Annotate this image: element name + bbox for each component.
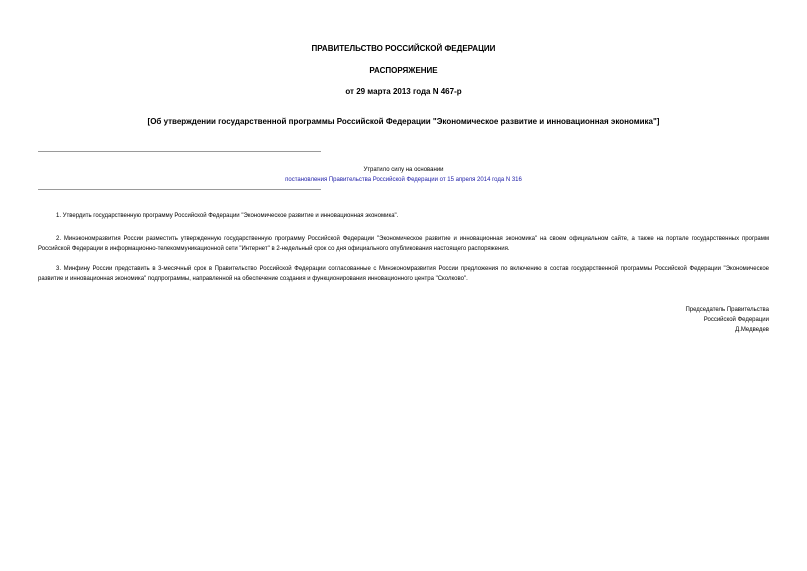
status-note: Утратило силу на основании <box>363 167 444 173</box>
signatory-country: Российской Федерации <box>703 317 769 323</box>
document-type: РАСПОРЯЖЕНИЕ <box>369 66 438 75</box>
signature-block <box>685 305 769 335</box>
repeal-reference-link[interactable]: постановления Правительства Российской Федерации от 15 апреля 2014 года N 316 <box>285 177 522 183</box>
document-title: [Об утверждении государственной программы Российской Федерации "Экономическое развитие и инновационная экономика"] <box>147 117 660 126</box>
signatory-name: Д.Медведев <box>735 327 769 333</box>
paragraph-1: 1. Утвердить государственную программу Российской Федерации "Экономическое развитие и инновационная экономика". <box>56 213 399 219</box>
issuing-authority: ПРАВИТЕЛЬСТВО РОССИЙСКОЙ ФЕДЕРАЦИИ <box>311 44 496 53</box>
paragraph-2: 2. Минэкономразвития России разместить утвержденную государственную программу Российской Федерации "Экономическое развитие и инновационная экономика" на своем официальном сайте, а также на портале государственных программ Российской Федерации в информационно-телекоммуникационной сети "Интернет" в 2-недельный срок со дня официального опубликования настоящего распоряжения. <box>38 236 769 252</box>
paragraph-3: 3. Минфину России представить в 3-месячный срок в Правительство Российской Федерации согласованные с Минэкономразвития России предложения по включению в состав государственной программы Российской Федерации "Экономическое развитие и инновационная экономика" подпрограммы, направленной на обеспечение создания и функционирования инновационного центра "Сколково". <box>38 266 769 282</box>
document-date-number: от 29 марта 2013 года N 467-р <box>345 87 462 96</box>
signatory-position: Председатель Правительства <box>685 307 769 313</box>
divider-bottom <box>38 189 321 190</box>
divider-top <box>38 151 321 152</box>
